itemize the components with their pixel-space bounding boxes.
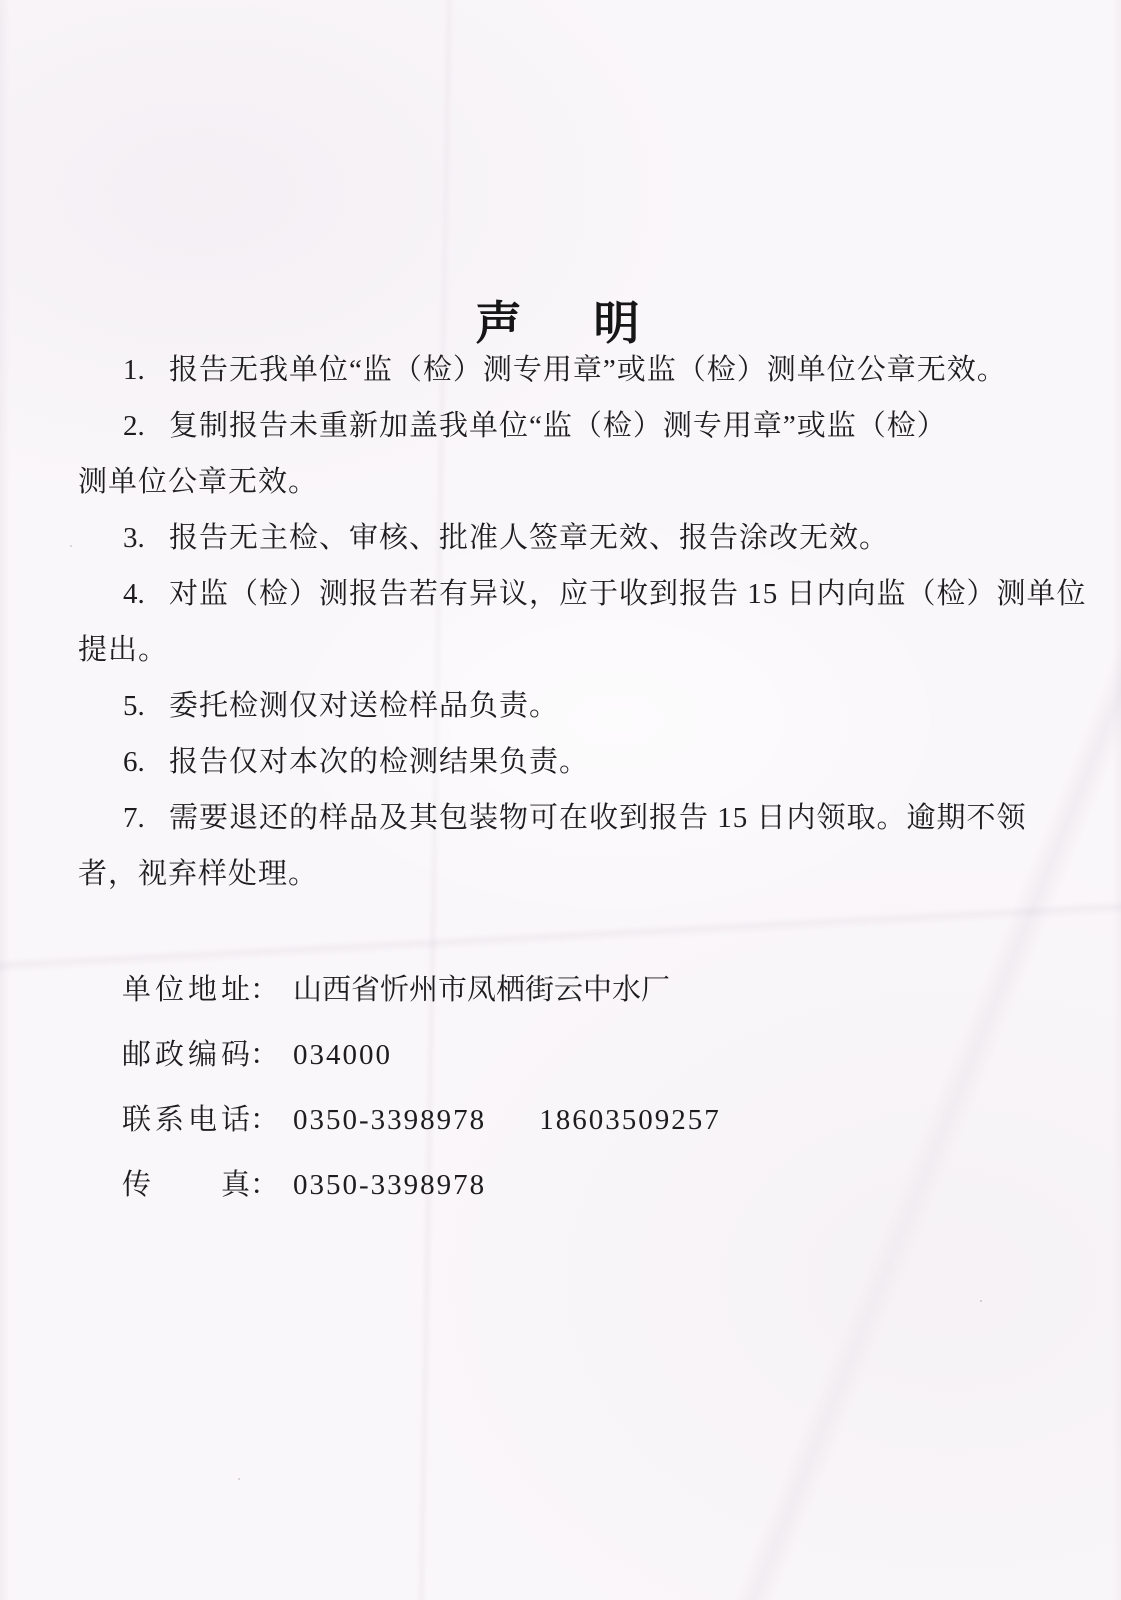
declaration-line: 1. 报告无我单位“监（检）测专用章”或监（检）测单位公章无效。 [78,342,1043,398]
contact-row [122,1153,1022,1218]
declaration-list [78,342,1087,902]
page-title: 声 明 [475,295,646,350]
contact-label: 传真 [122,1169,250,1201]
item-number: 7. [123,802,145,834]
paper-speck [238,1478,240,1480]
contact-value: 山西省忻州市凤栖街云中水厂 [293,974,671,1006]
declaration-line: 4. 对监（检）测报告若有异议，应于收到报告 15 日内向监（检）测单位 [78,566,1043,622]
item-number: 3. [123,522,145,554]
declaration-line: 6. 报告仅对本次的检测结果负责。 [78,734,1043,790]
contact-value: 18603509257 [539,1104,721,1136]
item-number: 1. [123,354,145,386]
contact-label: 邮政编码 [122,1039,250,1071]
contact-label: 联系电话 [122,1104,250,1136]
item-number: 5. [123,690,145,722]
item-number: 6. [123,746,145,778]
contact-colon: ： [250,1104,280,1136]
declaration-line: 测单位公章无效。 [78,466,319,498]
declaration-line: 者，视弃样处理。 [78,858,319,890]
contact-info [122,958,1022,1218]
paper-speck [980,1300,982,1302]
paper-speck [1046,593,1049,596]
declaration-line: 5. 委托检测仅对送检样品负责。 [78,678,1043,734]
item-number: 2. [123,410,145,442]
contact-colon: ： [250,1169,280,1201]
declaration-line: 2. 复制报告未重新加盖我单位“监（检）测专用章”或监（检） [78,398,1043,454]
contact-value: 0350-3398978 [293,1169,487,1201]
item-number: 4. [123,578,145,610]
contact-row [122,1023,1022,1088]
contact-label: 单位地址 [122,974,250,1006]
contact-colon: ： [250,974,280,1006]
contact-row [122,1088,1022,1153]
contact-value: 034000 [293,1039,393,1071]
contact-row [122,958,1022,1023]
contact-value: 0350-3398978 [293,1104,487,1136]
declaration-line: 3. 报告无主检、审核、批准人签章无效、报告涂改无效。 [78,510,1043,566]
declaration-line: 提出。 [78,634,169,666]
declaration-line: 7. 需要退还的样品及其包装物可在收到报告 15 日内领取。逾期不领 [78,790,1043,846]
contact-colon: ： [250,1039,280,1071]
paper-speck [70,545,72,547]
